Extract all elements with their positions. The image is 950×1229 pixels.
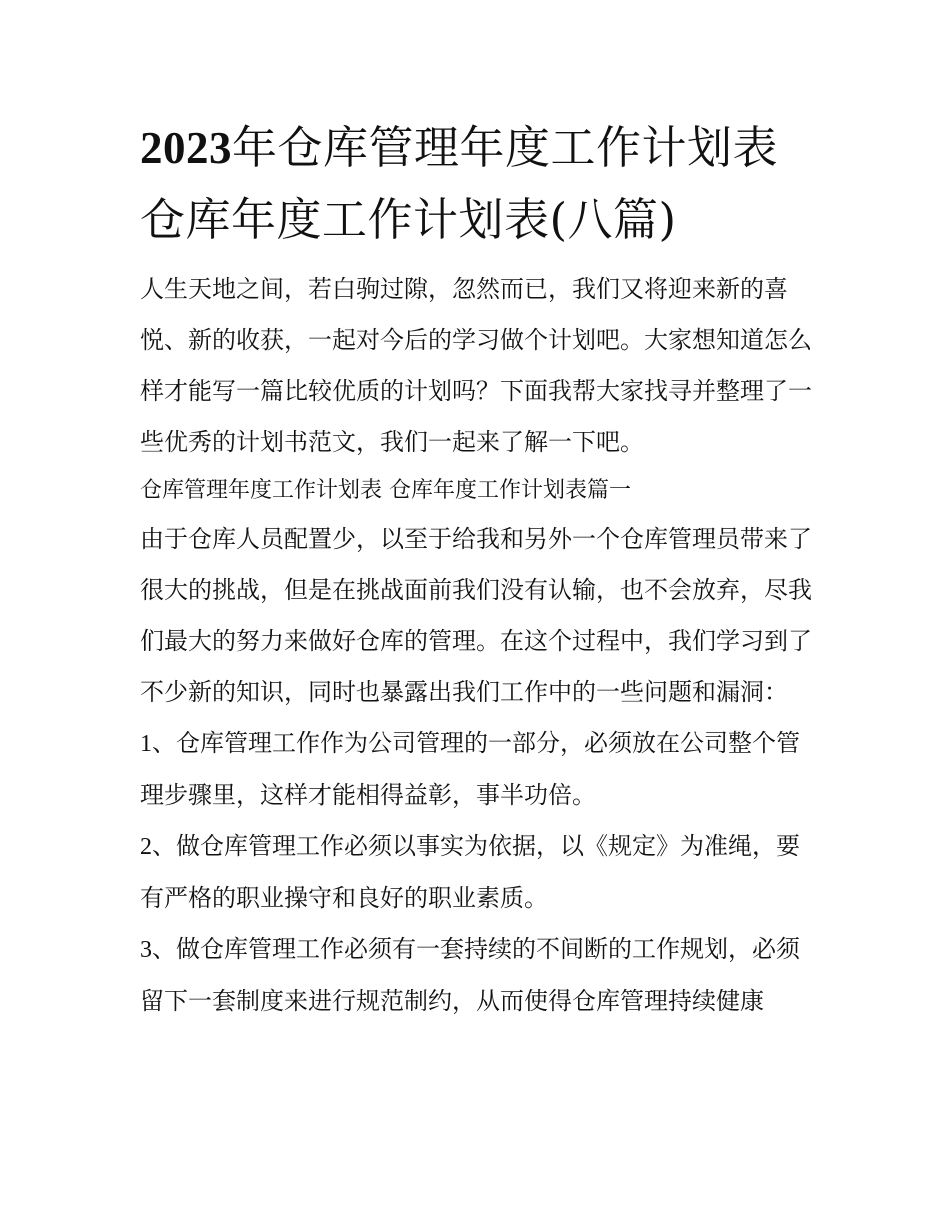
intro-paragraph: 人生天地之间，若白驹过隙，忽然而已，我们又将迎来新的喜悦、新的收获，一起对今后的学习做个计划吧。大家想知道怎么样才能写一篇比较优质的计划吗？下面我帮大家找寻并整理了一些优秀的计划书范文，我们一起来了解一下吧。 [140, 275, 812, 456]
list-item [140, 718, 820, 821]
item-text: 、做仓库管理工作必须以事实为依据，以《规定》为准绳，要有严格的职业操守和良好的职业素质。 [140, 832, 800, 912]
document-title [140, 112, 820, 256]
title-text: 年仓库管理年度工作计划表 仓库年度工作计划表(八篇) [140, 121, 779, 246]
list-item [140, 821, 820, 924]
title-year: 2023 [140, 123, 232, 173]
list-item [140, 924, 820, 1027]
item-text: 、做仓库管理工作必须有一套持续的不间断的工作规划，必须留下一套制度来进行规范制约，从而使得仓库管理持续健康 [140, 935, 800, 1015]
body-paragraph: 由于仓库人员配置少，以至于给我和另外一个仓库管理员带来了很大的挑战，但是在挑战面前我们没有认输，也不会放弃，尽我们最大的努力来做好仓库的管理。在这个过程中，我们学习到了不少新的知识，同时也暴露出我们工作中的一些问题和漏洞： [140, 525, 812, 706]
document-page [140, 112, 820, 1027]
item-number: 2 [140, 834, 152, 860]
section-heading: 仓库管理年度工作计划表 仓库年度工作计划表篇一 [140, 478, 631, 503]
item-number: 1 [140, 731, 152, 757]
item-text: 、仓库管理工作作为公司管理的一部分，必须放在公司整个管理步骤里，这样才能相得益彰，事半功倍。 [140, 729, 800, 809]
item-number: 3 [140, 937, 152, 963]
